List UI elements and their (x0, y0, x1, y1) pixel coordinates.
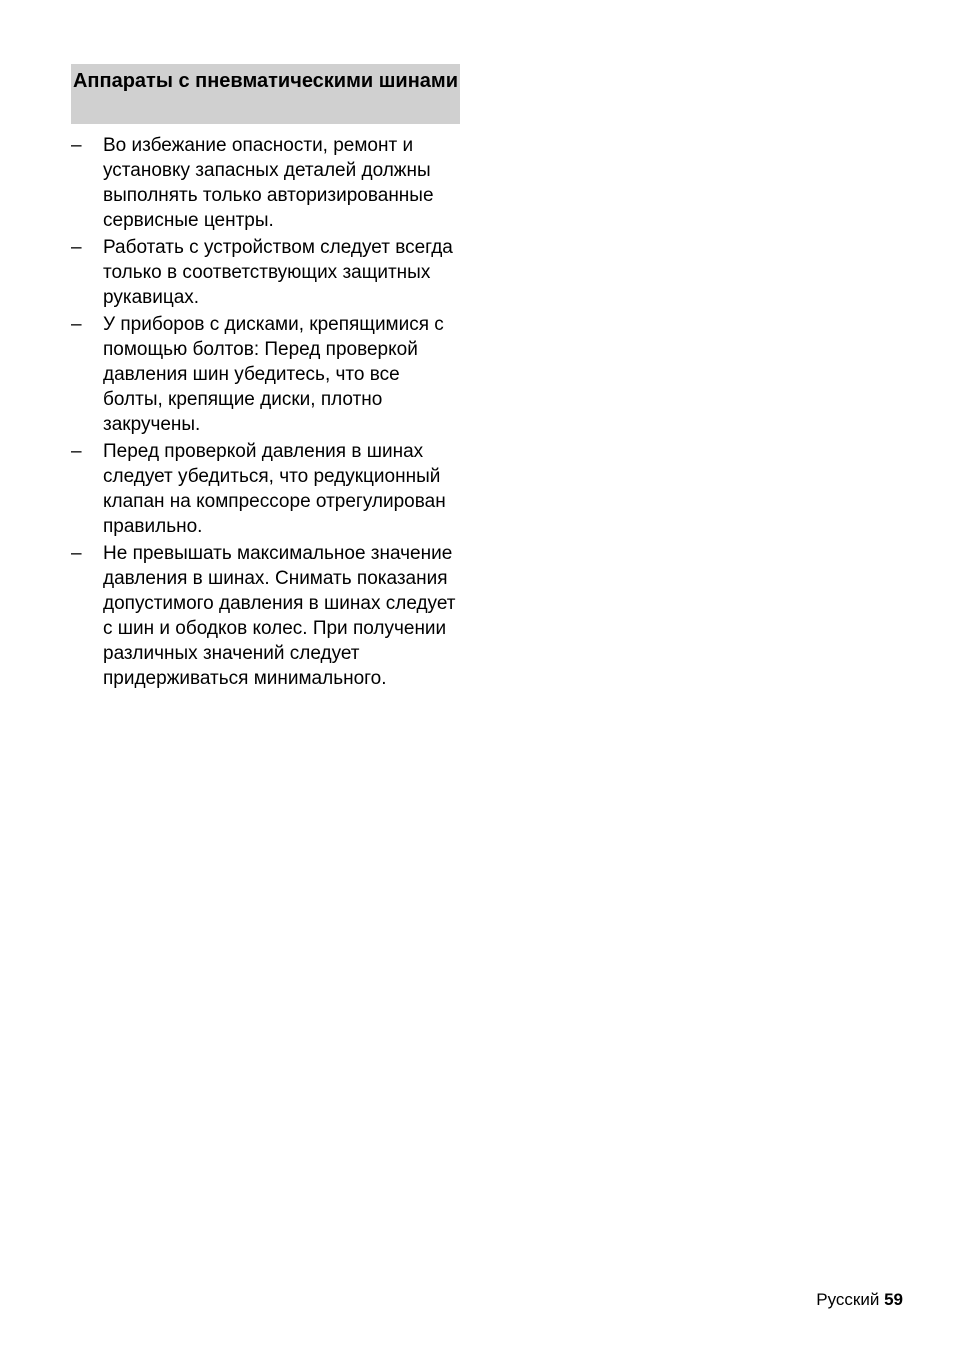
list-item-text: Не превышать максимальное значение давления в шинах. Снимать показания допустимого давления в шинах следует с шин и ободков колес. При получении различных значений следует придерживаться минимального. (103, 543, 456, 689)
page-footer (816, 1289, 903, 1311)
section-title (71, 64, 460, 124)
list-item (71, 312, 460, 437)
section-title-text: Аппараты с пневматическими шинами (72, 70, 459, 92)
bullet-dash-icon: – (71, 237, 82, 258)
bullet-dash-icon: – (71, 441, 82, 462)
list-item (71, 541, 460, 691)
bullet-dash-icon: – (71, 314, 82, 335)
list-item-text: Работать с устройством следует всегда только в соответствующих защитных рукавицах. (103, 237, 453, 308)
safety-bullet-list (71, 133, 460, 693)
list-item-text: У приборов с дисками, крепящимися с помощью болтов: Перед проверкой давления шин убедитесь, что все болты, крепящие диски, плотно закручены. (103, 314, 444, 435)
list-item-text: Перед проверкой давления в шинах следует убедиться, что редукционный клапан на компрессоре отрегулирован правильно. (103, 441, 446, 537)
footer-language: Русский (816, 1290, 880, 1309)
bullet-dash-icon: – (71, 543, 82, 564)
bullet-dash-icon: – (71, 135, 82, 156)
list-item (71, 133, 460, 233)
list-item-text: Во избежание опасности, ремонт и установку запасных деталей должны выполнять только авторизированные сервисные центры. (103, 135, 434, 231)
list-item (71, 235, 460, 310)
page-number: 59 (884, 1290, 903, 1309)
list-item (71, 439, 460, 539)
